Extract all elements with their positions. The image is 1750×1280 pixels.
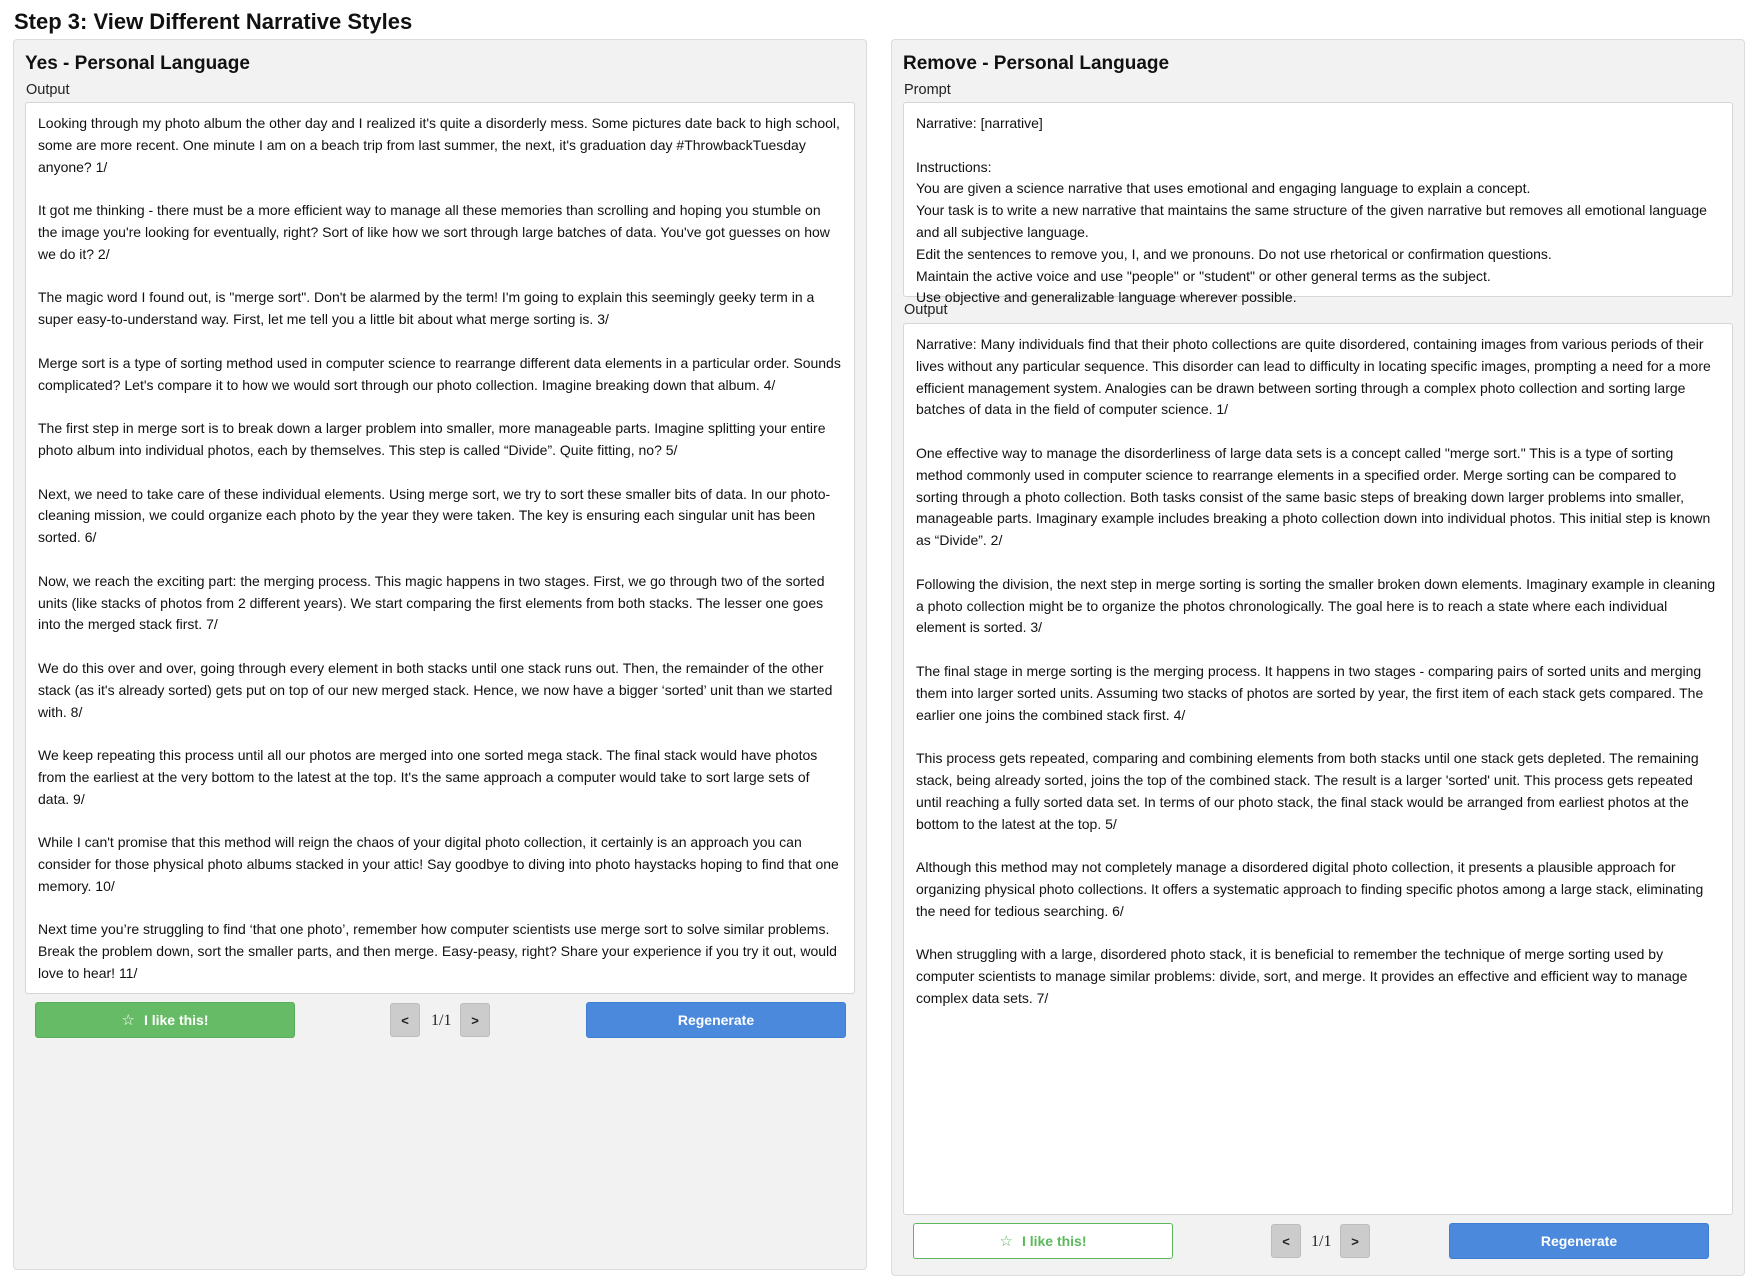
right-next-page-button[interactable]: >	[1340, 1224, 1370, 1258]
like-button-label: I like this!	[1021, 1233, 1087, 1249]
right-panel	[891, 39, 1745, 1276]
output-paragraph: The final stage in merge sorting is the merging process. It happens in two stages - comparing pairs of sorted units and merging them into larger sorted units. Assuming two stacks of photos are sorted by year, the first item of each stack gets compared. The earlier one joins the combined stack first. 4/	[916, 662, 1704, 723]
output-paragraph: The first step in merge sort is to break down a larger problem into smaller, more manageable parts. Imagine splitting your entire photo album into individual photos, each by themselves. This step is called “Divide”. Quite fitting, no? 5/	[38, 420, 826, 458]
like-button-label: I like this!	[143, 1012, 209, 1028]
output-paragraph: One effective way to manage the disorderliness of large data sets is a concept called "merge sort." This is a type of sorting method commonly used in computer science to rearrange elements in a specified order. Merge sorting can be compared to sorting through a photo collection. Both tasks consist of the same basic steps of breaking down larger problems into smaller, manageable parts. Imaginary example includes breaking a photo collection down into individual photos. This initial step is known as “Divide”. 2/	[916, 444, 1711, 549]
prompt-line: Your task is to write a new narrative that maintains the same structure of the given narrative but removes all emotional language and all subjective language.	[916, 202, 1707, 240]
page-title: Step 3: View Different Narrative Styles	[14, 9, 413, 34]
left-prev-page-button[interactable]: <	[390, 1003, 420, 1037]
output-paragraph: Narrative: Many individuals find that their photo collections are quite disordered, containing images from various periods of their lives without any particular sequence. This disorder can lead to difficulty in locating specific images, prompting a need for a more efficient management system. Analogies can be drawn between sorting through a complex photo collection and sorting large batches of data in the field of computer science. 1/	[916, 336, 1711, 418]
output-paragraph: This process gets repeated, comparing and combining elements from both stacks until one stack gets depleted. The remaining stack, being already sorted, joins the top of the combined stack. The result is a larger 'sorted' unit. This process gets repeated until reaching a fully sorted data set. In terms of our photo stack, the final stack would be arranged from earliest photos at the bottom to the latest at the top. 5/	[916, 750, 1699, 832]
right-regenerate-button[interactable]: Regenerate	[1449, 1223, 1709, 1259]
right-prompt-textbox[interactable]	[903, 102, 1733, 306]
left-panel-heading: Yes - Personal Language	[25, 53, 250, 74]
output-paragraph: The magic word I found out, is "merge sort". Don't be alarmed by the term! I'm going to explain this seemingly geeky term in a super easy-to-understand way. First, let me tell you a little bit about what merge sorting is. 3/	[38, 289, 815, 328]
star-outline-icon: ☆	[121, 1012, 135, 1029]
output-paragraph: Merge sort is a type of sorting method used in computer science to rearrange different data elements in a particular order. Sounds complicated? Let's compare it to how we would sort through our photo collection. Imagine breaking down that album. 4/	[38, 354, 841, 393]
right-page-indicator: 1/1	[1311, 1233, 1332, 1250]
right-panel-heading: Remove - Personal Language	[903, 53, 1170, 74]
left-page-indicator: 1/1	[431, 1012, 452, 1029]
left-output-label: Output	[26, 82, 70, 98]
prompt-line: Use objective and generalizable language wherever possible.	[916, 289, 1297, 306]
prompt-line: Maintain the active voice and use "people" or "student" or other general terms as the subject.	[916, 267, 1491, 284]
output-paragraph: Next time you’re struggling to find ‘that one photo’, remember how computer scientists use merge sort to solve similar problems. Break the problem down, sort the smaller parts, and then merge. Easy-peasy, right? Share your experience if you try it out, would love to hear! 11/	[38, 921, 837, 982]
output-paragraph: Looking through my photo album the other day and I realized it's quite a disorderly mess. Some pictures date back to high school, some are more recent. One minute I am on a beach trip from last summer, the next, it's graduation day #ThrowbackTuesday anyone? 1/	[38, 115, 840, 175]
left-regenerate-button[interactable]: Regenerate	[586, 1002, 846, 1038]
right-output-textbox[interactable]	[903, 323, 1733, 1215]
output-paragraph: It got me thinking - there must be a more efficient way to manage all these memories than scrolling and hoping you stumble on the image you're looking for eventually, right? Sort of like how we sort through large batches of data. You've got guesses on how we do it? 2/	[38, 202, 830, 262]
star-outline-icon: ☆	[999, 1233, 1013, 1250]
output-paragraph: Following the division, the next step in merge sorting is sorting the smaller broken down elements. Imaginary example in cleaning a photo collection might be to organize the photos chronologically. The goal here is to reach a state where each individual element is sorted. 3/	[916, 575, 1716, 636]
left-panel	[13, 39, 867, 1270]
output-paragraph: We keep repeating this process until all our photos are merged into one sorted mega stack. The final stack would have photos from the earliest at the very bottom to the latest at the top. It's the same approach a computer would take to sort large sets of data. 9/	[38, 747, 818, 807]
left-like-button[interactable]	[35, 1002, 295, 1038]
output-paragraph: When struggling with a large, disordered photo stack, it is beneficial to remember the technique of merge sorting used by computer scientists to manage similar problems: divide, sort, and merge. It provides an effective and efficient way to manage complex data sets. 7/	[916, 946, 1688, 1006]
prompt-line: Narrative: [narrative]	[916, 115, 1043, 131]
right-output-label: Output	[904, 302, 948, 318]
left-next-page-button[interactable]: >	[460, 1003, 490, 1037]
prompt-line	[916, 135, 1720, 157]
output-paragraph: Next, we need to take care of these individual elements. Using merge sort, we try to sort these smaller bits of data. In our photo-cleaning mission, we could organize each photo by the year they were taken. The key is ensuring each singular unit has been sorted. 6/	[38, 485, 831, 546]
left-output-textbox[interactable]	[25, 102, 855, 994]
prompt-line: Edit the sentences to remove you, I, and we pronouns. Do not use rhetorical or confirmation questions.	[916, 245, 1552, 262]
right-prev-page-button[interactable]: <	[1271, 1224, 1301, 1258]
output-paragraph: While I can't promise that this method will reign the chaos of your digital photo collection, it certainly is an approach you can consider for those physical photo albums stacked in your attic! Say goodbye to diving into photo haystacks hoping to find that one memory. 10/	[38, 834, 839, 894]
right-like-button[interactable]	[913, 1223, 1173, 1259]
output-paragraph: Now, we reach the exciting part: the merging process. This magic happens in two stages. First, we go through two of the sorted units (like stacks of photos from 2 different years). We start comparing the first elements from both stacks. The lesser one goes into the merged stack first. 7/	[38, 572, 825, 633]
prompt-line: Instructions:	[916, 158, 992, 175]
right-prompt-label: Prompt	[904, 82, 951, 98]
prompt-line: You are given a science narrative that uses emotional and engaging language to explain a concept.	[916, 180, 1531, 197]
output-paragraph: We do this over and over, going through every element in both stacks until one stack runs out. Then, the remainder of the other stack (as it's already sorted) gets put on top of our new merged stack. Hence, we now have a bigger ‘sorted’ unit than we started with. 8/	[38, 659, 833, 720]
output-paragraph: Although this method may not completely manage a disordered digital photo collection, it presents a plausible approach for organizing physical photo collections. It offers a systematic approach to finding specific photos among a large stack, eliminating the need for tedious searching. 6/	[916, 859, 1704, 919]
